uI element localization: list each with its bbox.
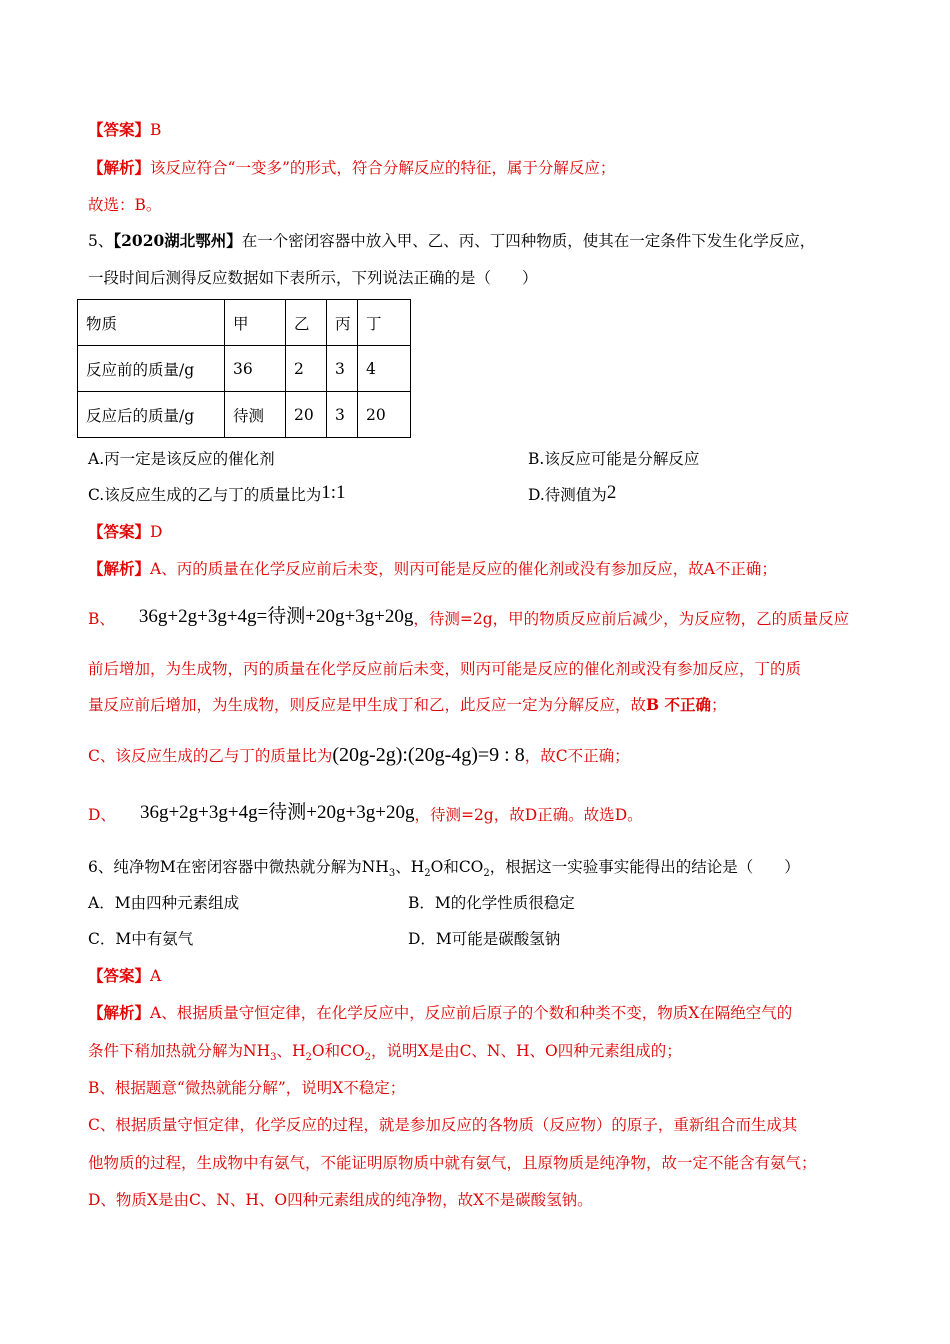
subscript: 2 — [483, 868, 490, 880]
q6-option-c: C．M中有氨气 — [88, 930, 194, 948]
analysis-text: 正确。故选 — [537, 806, 615, 824]
subscript: 3 — [388, 868, 396, 880]
table-cell: 3 — [327, 392, 358, 438]
table-cell: 甲 — [225, 300, 286, 346]
analysis-tag: 【解析】 — [88, 1003, 151, 1022]
q6-analysis-a1 — [88, 1002, 792, 1024]
q5-analysis-b-line3 — [88, 694, 727, 716]
q5-source: 【2020湖北鄂州】 — [113, 231, 242, 250]
analysis-text: 、H — [276, 1042, 306, 1060]
analysis-letter: A — [703, 560, 715, 578]
equation: 36g+2g+3g+4g=待测+20g+3g+20g — [139, 802, 415, 823]
q6-stem — [88, 856, 800, 885]
answer-tag: 【答案】 — [88, 120, 151, 139]
q5-options-row2 — [88, 482, 617, 506]
table-cell: 4 — [358, 346, 411, 392]
analysis-text: ，故 — [524, 747, 556, 765]
table-cell: 物质 — [78, 300, 225, 346]
analysis-text: ，待测=2g，甲的物质反应前后减少，为反应物，乙的质量反应 — [413, 610, 850, 628]
q6-stem-text: 、H — [395, 858, 425, 876]
analysis-label: D、 — [88, 806, 116, 824]
q5-analysis-a — [88, 558, 777, 580]
answer-value: B — [150, 121, 162, 139]
table-cell: 乙 — [286, 300, 327, 346]
table-cell: 36 — [225, 346, 286, 392]
q5-options-row1 — [88, 448, 700, 470]
table-header-row — [78, 300, 411, 346]
equation: 36g+2g+3g+4g=待测+20g+3g+20g — [138, 606, 414, 627]
conclusion-line-q4: 故选：B。 — [88, 196, 162, 214]
q5-analysis-d — [88, 804, 643, 826]
analysis-text: 条件下稍加热就分解为NH — [88, 1042, 271, 1060]
q5-option-c-text: C.该反应生成的乙与丁的质量比为 — [88, 486, 322, 504]
analysis-label: B、 — [88, 610, 115, 628]
q5-analysis-b — [88, 608, 849, 630]
table-cell: 2 — [286, 346, 327, 392]
q5-option-c — [88, 482, 346, 504]
subscript: 2 — [364, 1052, 372, 1064]
table-cell: 20 — [286, 392, 327, 438]
subscript: 2 — [424, 868, 431, 880]
q6-analysis-a2 — [88, 1040, 682, 1069]
analysis-text: A、丙的质量在化学反应前后未变，则丙可能是反应的催化剂或没有参加反应，故 — [150, 560, 704, 578]
analysis-text: O和CO — [311, 1042, 365, 1060]
table-cell: 反应前的质量/g — [78, 346, 225, 392]
q5-option-b: B.该反应可能是分解反应 — [528, 450, 700, 468]
q5-stem-line1 — [88, 230, 815, 252]
answer-line-q4 — [88, 119, 161, 141]
analysis-text: ，待测=2g，故 — [414, 806, 525, 824]
q6-option-b: B．M的化学性质很稳定 — [408, 894, 575, 912]
q6-options-row2 — [88, 928, 561, 950]
q5-option-a: A.丙一定是该反应的催化剂 — [88, 450, 275, 468]
q5-option-c-math: 1:1 — [321, 482, 346, 503]
table-cell: 20 — [358, 392, 411, 438]
analysis-text: 该反应符合“一变多”的形式，符合分解反应的特征，属于分解反应； — [150, 159, 616, 177]
q5-data-table — [77, 299, 411, 438]
analysis-letter: C — [555, 747, 568, 765]
q5-option-d — [528, 484, 616, 506]
subscript: 2 — [305, 1052, 312, 1064]
q5-analysis-b-line2: 前后增加，为生成物，丙的质量在化学反应前后未变，则丙可能是反应的催化剂或没有参加反应，丁的质 — [88, 660, 802, 678]
analysis-text: 量反应前后增加，为生成物，则反应是甲生成丁和乙，此反应一定为分解反应，故 — [88, 696, 647, 714]
analysis-text: B 不正确 — [646, 695, 712, 714]
q6-options-row1 — [88, 892, 575, 914]
table-cell: 3 — [327, 346, 358, 392]
q5-option-d-math: 2 — [606, 482, 617, 503]
q6-answer-line — [88, 965, 161, 987]
answer-value: A — [150, 967, 162, 985]
equation: (20g-2g):(20g-4g)=9 : 8 — [332, 744, 525, 766]
analysis-letter: D — [524, 806, 538, 824]
analysis-tag: 【解析】 — [88, 559, 151, 578]
q5-option-d-text: D.待测值为 — [528, 486, 607, 504]
q5-stem-text1: 在一个密闭容器中放入甲、乙、丙、丁四种物质，使其在一定条件下发生化学反应， — [241, 232, 816, 250]
answer-tag: 【答案】 — [88, 522, 151, 541]
analysis-letter: D — [614, 806, 628, 824]
q6-analysis-c1: C、根据质量守恒定律，化学反应的过程，就是参加反应的各物质（反应物）的原子，重新组合而生成其 — [88, 1116, 798, 1134]
q5-stem-line2: 一段时间后测得反应数据如下表所示，下列说法正确的是（ ） — [88, 269, 538, 287]
analysis-text: ； — [711, 696, 727, 714]
q5-number: 5、 — [88, 232, 114, 250]
table-cell: 丁 — [358, 300, 411, 346]
analysis-line-q4 — [88, 157, 615, 179]
q5-analysis-c — [88, 744, 630, 767]
q6-analysis-c2: 他物质的过程，生成物中有氨气，不能证明原物质中就有氨气，且原物质是纯净物，故一定不能含有氨气； — [88, 1154, 817, 1172]
analysis-text: 不正确； — [714, 560, 777, 578]
table-row — [78, 346, 411, 392]
q6-stem-text: ，根据这一实验事实能得出的结论是（ ） — [489, 858, 800, 876]
analysis-text: A、根据质量守恒定律，在化学反应中，反应前后原子的个数和种类不变，物质X在隔绝空气的 — [150, 1004, 793, 1022]
table-cell: 反应后的质量/g — [78, 392, 225, 438]
q6-option-a: A．M由四种元素组成 — [88, 894, 240, 912]
q6-stem-text: 6、纯净物M在密闭容器中微热就分解为NH — [88, 858, 389, 876]
analysis-text: C、该反应生成的乙与丁的质量比为 — [88, 747, 333, 765]
table-cell: 丙 — [327, 300, 358, 346]
q6-option-d: D．M可能是碳酸氢钠 — [408, 930, 561, 948]
answer-tag: 【答案】 — [88, 966, 151, 985]
q6-stem-text: O和CO — [430, 858, 484, 876]
q6-analysis-d: D、物质X是由C、N、H、O四种元素组成的纯净物，故X不是碳酸氢钠。 — [88, 1191, 593, 1209]
q5-answer-line — [88, 521, 162, 543]
table-row — [78, 392, 411, 438]
table-cell: 待测 — [225, 392, 286, 438]
analysis-text: ，说明X是由C、N、H、O四种元素组成的； — [371, 1042, 682, 1060]
analysis-tag: 【解析】 — [88, 158, 151, 177]
answer-value: D — [150, 523, 163, 541]
analysis-text: 。 — [627, 806, 643, 824]
analysis-text: 不正确； — [567, 747, 630, 765]
q6-analysis-b: B、根据题意“微热就能分解”，说明X不稳定； — [88, 1079, 406, 1097]
subscript: 3 — [270, 1052, 277, 1064]
